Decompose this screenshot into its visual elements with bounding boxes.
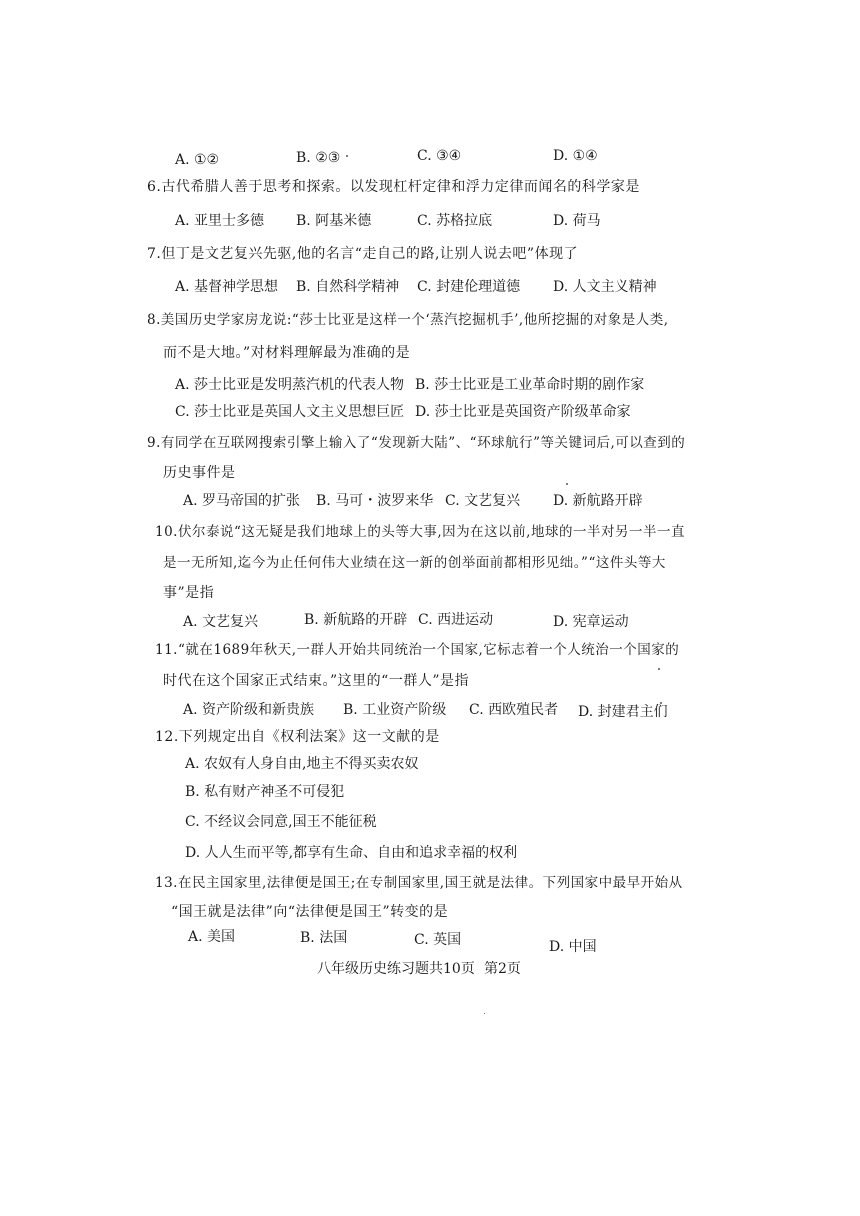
q5-option-d: D. ①④: [553, 148, 598, 164]
q11-stem-line1: 11.“就在1689年秋天,一群人开始共同统治一个国家,它标志着一个人统治一个国家的: [155, 642, 680, 658]
q8-option-a: A. 莎士比亚是发明蒸汽机的代表人物: [175, 377, 405, 393]
q10-stem-line3: 事”是指: [163, 585, 215, 601]
q10-option-b: B. 新航路的开辟: [304, 612, 408, 628]
q8-option-b: B. 莎士比亚是工业革命时期的剧作家: [415, 377, 645, 393]
q9-option-b: B. 马可・波罗来华: [316, 493, 434, 509]
q11-stem-line2: 时代在这个国家正式结束。”这里的“一群人”是指: [163, 673, 469, 689]
q12-option-a: A. 农奴有人身自由,地主不得买卖农奴: [185, 756, 419, 772]
q6-option-a: A. 亚里士多德: [175, 213, 265, 229]
scan-speck: [566, 483, 568, 485]
q12-option-c: C. 不经议会同意,国王不能征税: [185, 814, 377, 830]
q10-stem-line2: 是一无所知,迄今为止任何伟大业绩在这一新的创举面前都相形见绌。”“这件头等大: [163, 555, 666, 571]
q11-option-c: C. 西欧殖民者: [469, 702, 559, 718]
q13-option-b: B. 法国: [300, 930, 348, 946]
q10-option-a: A. 文艺复兴: [183, 614, 259, 630]
q7-option-d: D. 人文主义精神: [553, 279, 657, 295]
q9-option-a: A. 罗马帝国的扩张: [183, 493, 301, 509]
q10-stem-line1: 10.伏尔泰说“这无疑是我们地球上的头等大事,因为在这以前,地球的一半对另一半一直: [155, 524, 685, 540]
q8-option-c: C. 莎士比亚是英国人文主义思想巨匠: [175, 404, 405, 420]
q5-option-c: C. ③④: [417, 148, 462, 164]
q12-option-d: D. 人人生而平等,都享有生命、自由和追求幸福的权利: [185, 845, 518, 861]
q12-option-b: B. 私有财产神圣不可侵犯: [185, 784, 345, 800]
q9-stem-line1: 9.有同学在互联网搜索引擎上输入了“发现新大陆”、“环球航行”等关键词后,可以查到的: [147, 435, 686, 451]
q13-option-a: A. 美国: [188, 929, 236, 945]
footer-page-info: 八年级历史练习题共10页: [317, 961, 475, 977]
q9-stem-line2: 历史事件是: [163, 465, 236, 481]
q10-option-c: C. 西进运动: [418, 612, 494, 628]
footer-page-number: 第2页: [484, 961, 521, 977]
scan-speck: [658, 668, 660, 670]
q13-option-d: D. 中国: [549, 939, 597, 955]
q11-option-d: D. 封建君主们: [578, 704, 668, 720]
q13-stem-line1: 13.在民主国家里,法律便是国王;在专制国家里,国王就是法律。下列国家中最早开始从: [155, 875, 683, 891]
q11-option-a: A. 资产阶级和新贵族: [183, 702, 315, 718]
q5-option-b: B. ②③: [296, 150, 341, 166]
q6-option-d: D. 荷马: [553, 213, 601, 229]
q11-option-b: B. 工业资产阶级: [343, 702, 447, 718]
q9-option-d: D. 新航路开辟: [553, 493, 643, 509]
q5-option-a: A. ①②: [175, 152, 220, 168]
scan-speck: [660, 702, 662, 704]
q13-stem-line2: “国王就是法律”向“法律便是国王”转变的是: [171, 904, 449, 920]
scan-speck: [346, 155, 348, 157]
q6-option-c: C. 苏格拉底: [417, 213, 493, 229]
q8-stem-line2: 而不是大地。”对材料理解最为准确的是: [163, 345, 411, 361]
q12-stem: 12.下列规定出自《权利法案》这一文献的是: [155, 729, 440, 745]
q6-option-b: B. 阿基米德: [296, 213, 372, 229]
q9-option-c: C. 文艺复兴: [445, 493, 521, 509]
q7-option-a: A. 基督神学思想: [175, 279, 279, 295]
q7-option-c: C. 封建伦理道德: [417, 279, 521, 295]
scan-speck: [484, 1013, 485, 1014]
q13-option-c: C. 英国: [414, 932, 462, 948]
q7-option-b: B. 自然科学精神: [296, 279, 400, 295]
q8-option-d: D. 莎士比亚是英国资产阶级革命家: [415, 404, 631, 420]
q8-stem-line1: 8.美国历史学家房龙说:“莎士比亚是这样一个‘蒸汽挖掘机手’,他所挖掘的对象是人类,: [147, 312, 669, 328]
q7-stem: 7.但丁是文艺复兴先驱,他的名言“走自己的路,让别人说去吧”体现了: [147, 246, 579, 262]
q6-stem: 6.古代希腊人善于思考和探索。以发现杠杆定律和浮力定律而闻名的科学家是: [147, 179, 640, 195]
q10-option-d: D. 宪章运动: [553, 614, 629, 630]
